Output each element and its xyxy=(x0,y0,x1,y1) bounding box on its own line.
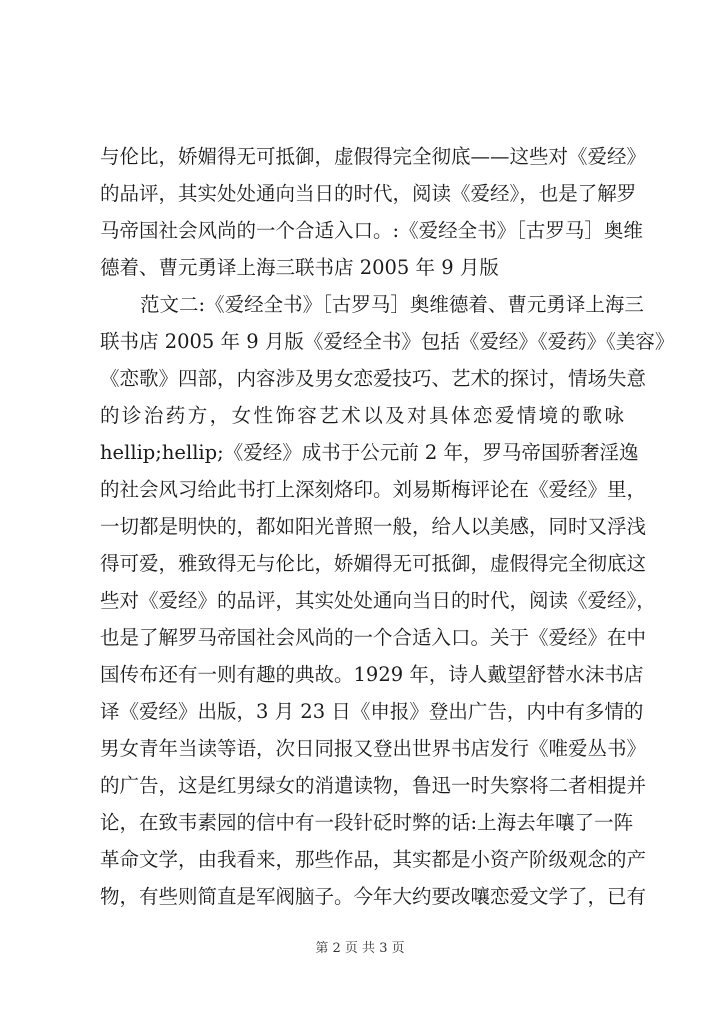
text-line: 得可爱，雅致得无与伦比，娇媚得无可抵御，虚假得完全彻底这 xyxy=(100,552,647,575)
text-line: 些对《爱经》的品评，其实处处通向当日的时代，阅读《爱经》， xyxy=(100,589,656,612)
text-line: 联书店 2005 年 9 月版《爱经全书》包括《爱经》《爱药》《美容》 xyxy=(100,330,675,353)
text-line: 译《爱经》出版，3 月 23 日《申报》登出广告，内中有多情的 xyxy=(100,700,644,723)
text-line: 的社会风习给此书打上深刻烙印。刘易斯梅评论在《爱经》里， xyxy=(100,478,647,501)
text-line: 国传布还有一则有趣的典故。1929 年，诗人戴望舒替水沫书店 xyxy=(100,663,644,686)
text-line: 的诊治药方，女性饰容艺术以及对具体恋爱情境的歌咏 xyxy=(100,404,624,427)
text-line: 《恋歌》四部，内容涉及男女恋爱技巧、艺术的探讨，情场失意 xyxy=(100,367,647,390)
text-line: 德着、曹元勇译上海三联书店 2005 年 9 月版 xyxy=(100,256,499,279)
page-number-footer: 第 2 页 共 3 页 xyxy=(315,941,405,956)
text-line: 的品评，其实处处通向当日的时代，阅读《爱经》，也是了解罗 xyxy=(100,182,637,205)
text-line: 与伦比，娇媚得无可抵御，虚假得完全彻底——这些对《爱经》 xyxy=(100,145,647,168)
text-line: 的广告，这是红男绿女的消遣读物，鲁迅一时失察将二者相提并 xyxy=(100,774,647,797)
document-body xyxy=(100,138,675,915)
text-line: hellip;hellip;《爱经》成书于公元前 2 年，罗马帝国骄奢淫逸 xyxy=(100,441,639,464)
paragraph-start-line: 范文二:《爱经全书》［古罗马］奥维德着、曹元勇译上海三 xyxy=(140,293,644,316)
text-line: 马帝国社会风尚的一个合适入口。:《爱经全书》［古罗马］奥维 xyxy=(100,219,643,242)
text-line: 论，在致韦素园的信中有一段针砭时弊的话:上海去年嚷了一阵 xyxy=(100,811,634,834)
text-line: 也是了解罗马帝国社会风尚的一个合适入口。关于《爱经》在中 xyxy=(100,626,647,649)
text-line: 革命文学，由我看来，那些作品，其实都是小资产阶级观念的产 xyxy=(100,848,647,871)
text-line: 一切都是明快的，都如阳光普照一般，给人以美感，同时又浮浅 xyxy=(100,515,647,538)
text-line: 男女青年当读等语，次日同报又登出世界书店发行《唯爱丛书》 xyxy=(100,737,647,760)
text-line: 物，有些则简直是军阀脑子。今年大约要改嚷恋爱文学了，已有 xyxy=(100,885,647,908)
